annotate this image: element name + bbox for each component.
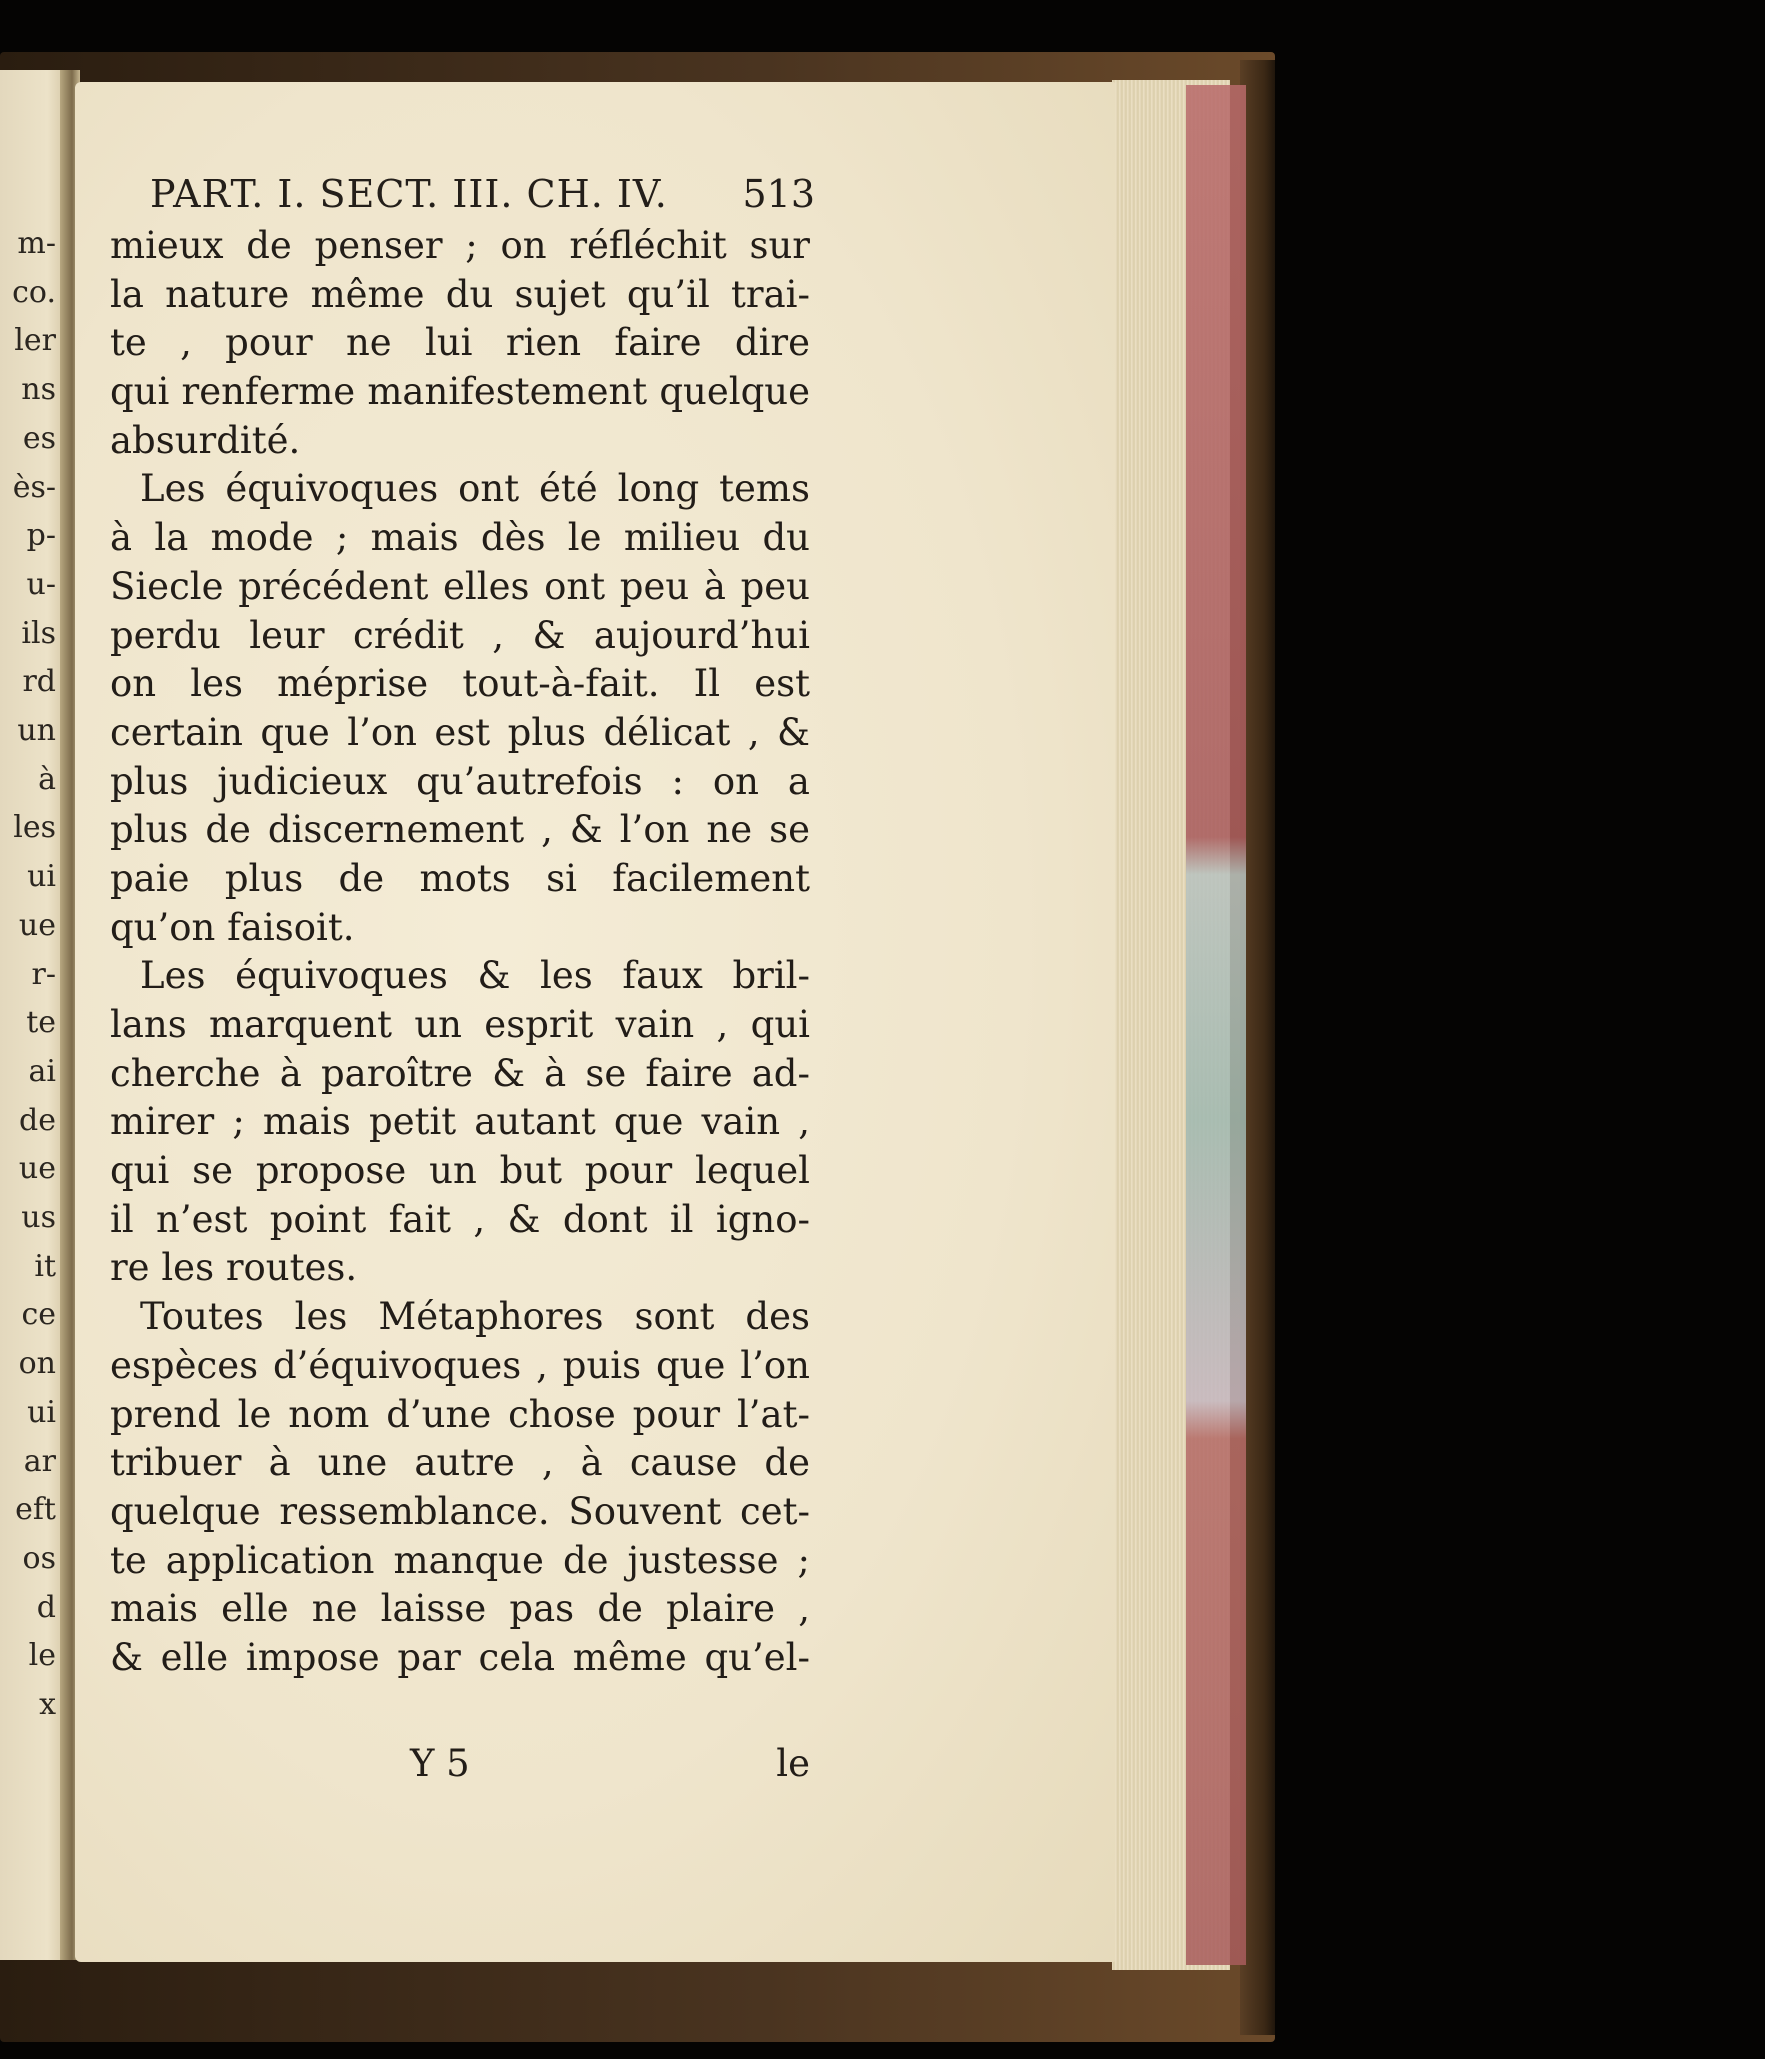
page-number: 513	[742, 172, 815, 216]
text-line: qui se propose un but pour lequel	[110, 1149, 810, 1193]
facing-page-fragment: te	[26, 1005, 56, 1041]
facing-page-fragment: m-	[17, 226, 56, 261]
facing-page-fragment: r-	[31, 956, 56, 992]
facing-page-fragment: ai	[28, 1053, 56, 1089]
text-line: mais elle ne laisse pas de plaire ,	[110, 1587, 810, 1631]
facing-page-fragment: un	[17, 713, 56, 748]
text-line: mieux de penser ; on réfléchit sur	[110, 224, 810, 267]
facing-page-fragment: co.	[12, 274, 56, 310]
text-line: on les méprise tout-à-fait. Il est	[110, 662, 810, 706]
text-line: Toutes les Métaphores sont des	[140, 1295, 810, 1339]
text-line: re les routes.	[110, 1246, 358, 1290]
running-head-title: PART. I. SECT. III. CH. IV.	[150, 172, 668, 216]
facing-page-fragment: ce	[21, 1297, 56, 1333]
text-line: quelque ressemblance. Souvent cet-	[110, 1489, 810, 1533]
facing-page-fragment: à	[38, 761, 56, 797]
text-line: Siecle précédent elles ont peu à peu	[110, 564, 810, 608]
facing-page-fragment: it	[34, 1248, 56, 1284]
text-line: qui renferme manifestement quelque	[110, 370, 810, 414]
text-line: te , pour ne lui rien faire dire	[110, 321, 810, 365]
facing-page-fragment: u-	[26, 566, 56, 602]
text-line: plus judicieux qu’autrefois : on a	[110, 759, 810, 803]
text-line: à la mode ; mais dès le milieu du	[110, 516, 810, 560]
facing-page-fragment: ui	[27, 1394, 56, 1430]
facing-page-fragment: us	[21, 1200, 56, 1235]
facing-page-fragment: ils	[21, 615, 56, 651]
running-header	[150, 172, 815, 216]
facing-page-fragment: x	[39, 1687, 56, 1722]
text-line: cherche à paroître & à se faire ad-	[110, 1051, 810, 1095]
catchword: le	[776, 1742, 810, 1785]
facing-page-fragment: es	[22, 420, 56, 456]
text-line: certain que l’on est plus délicat , &	[110, 710, 810, 754]
facing-page-fragment: d	[36, 1589, 56, 1625]
marbled-edge	[1186, 85, 1246, 1965]
facing-page-fragment: on	[18, 1346, 56, 1382]
facing-page-fragment: ler	[14, 323, 56, 359]
facing-page-fragment: ar	[23, 1443, 56, 1479]
facing-page-fragment: le	[28, 1638, 56, 1674]
facing-page-fragment: eft	[15, 1492, 56, 1528]
signature-mark: Y 5	[410, 1742, 470, 1785]
text-line: te application manque de justesse ;	[110, 1538, 810, 1582]
facing-page-fragment: ès-	[12, 469, 56, 505]
text-line: mirer ; mais petit autant que vain ,	[110, 1100, 810, 1144]
text-line: lans marquent un esprit vain , qui	[110, 1003, 810, 1046]
text-line: absurdité.	[110, 418, 301, 462]
facing-page-left	[0, 70, 68, 1960]
facing-page-fragment: rd	[22, 664, 56, 700]
facing-page-fragment: ue	[18, 1151, 56, 1187]
body-text	[110, 222, 810, 1683]
facing-page-fragment: ui	[27, 859, 56, 895]
facing-page-fragment: ue	[18, 907, 56, 943]
facing-page-fragment: os	[22, 1540, 56, 1576]
text-line: espèces d’équivoques , puis que l’on	[110, 1343, 810, 1387]
text-line: Les équivoques ont été long tems	[140, 467, 810, 511]
text-line: Les équivoques & les faux bril-	[140, 954, 810, 998]
facing-page-fragment: ns	[21, 372, 56, 408]
text-line: prend le nom d’une chose pour l’at-	[110, 1392, 810, 1436]
text-line: plus de discernement , & l’on ne se	[110, 808, 810, 852]
facing-page-fragment: les	[13, 810, 56, 846]
text-line: paie plus de mots si facilement	[110, 856, 810, 900]
text-line: tribuer à une autre , à cause de	[110, 1441, 810, 1485]
facing-page-fragment: p-	[26, 518, 56, 554]
text-line: la nature même du sujet qu’il trai-	[110, 272, 810, 316]
facing-page-fragment: de	[19, 1102, 56, 1138]
text-line: il n’est point fait , & dont il igno-	[110, 1197, 810, 1241]
text-line: qu’on faisoit.	[110, 905, 355, 949]
text-line: & elle impose par cela même qu’el-	[110, 1635, 810, 1679]
text-line: perdu leur crédit , & aujourd’hui	[110, 613, 810, 657]
